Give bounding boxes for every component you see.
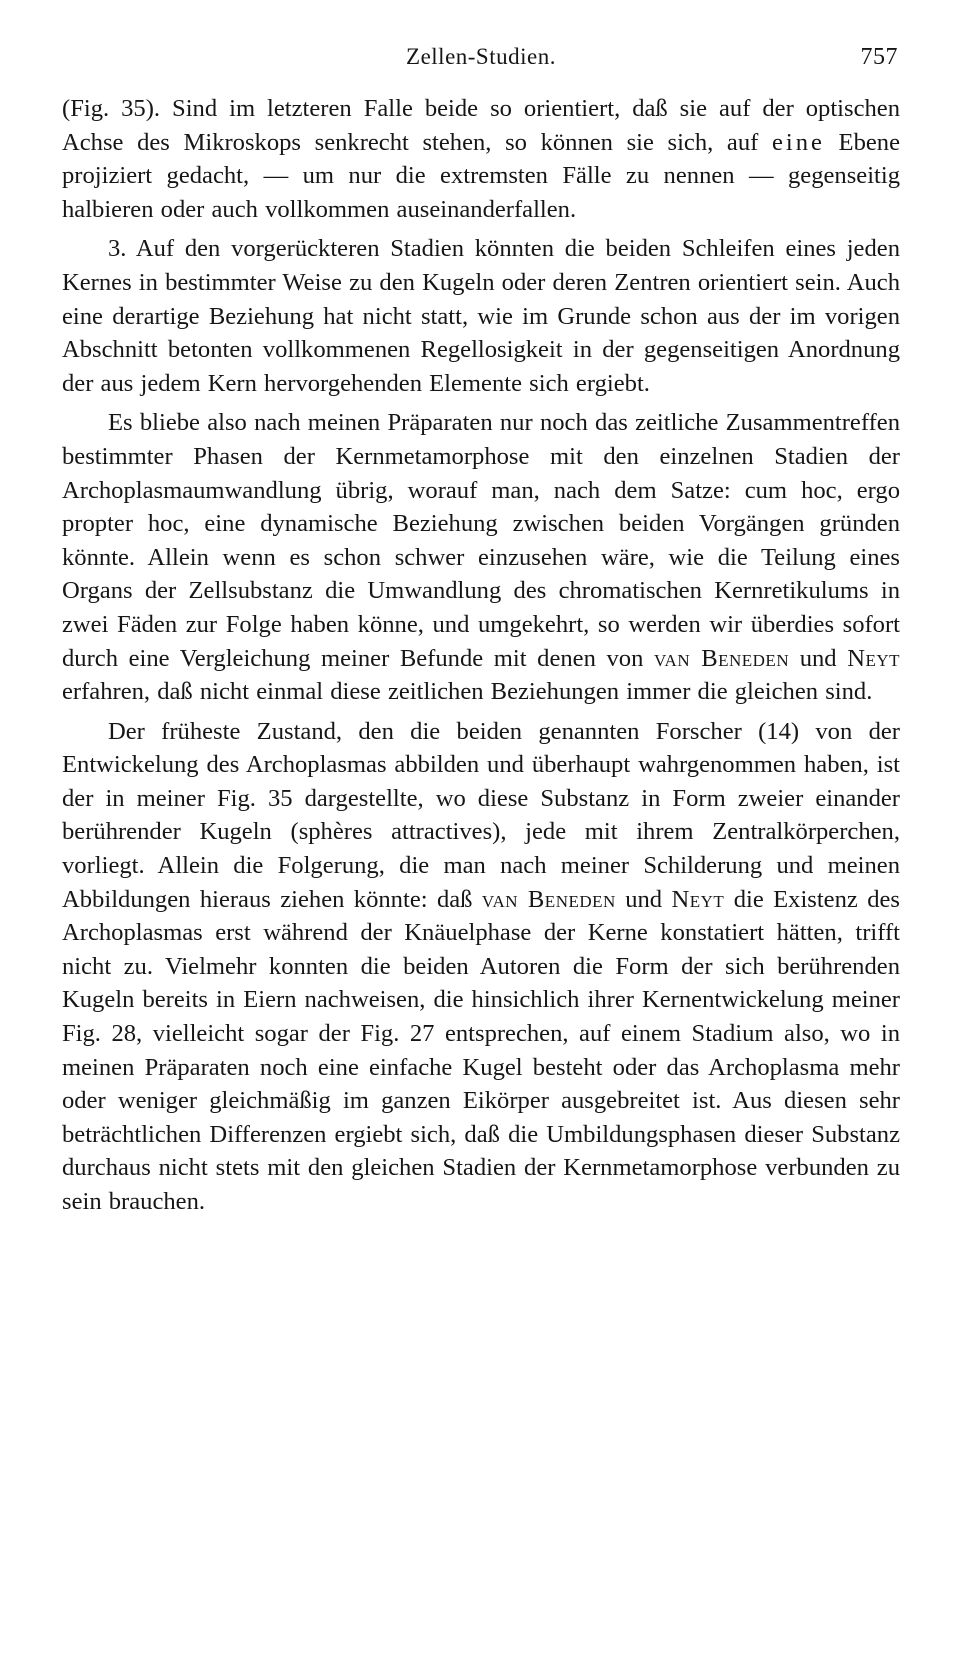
text-run: die Existenz des Archoplasmas erst während der Knäuelphase der Kerne konstatiert hätten, trifft nicht zu. Vielmehr konnten die beiden Autoren die Form der sich berührenden Kugeln bereits in Eiern nachweisen, die hinsichlich ihrer Kernentwickelung meiner Fig. 28, vielleicht sogar der Fig. 27 entsprechen, auf einem Stadium also, wo in meinen Präparaten noch eine einfache Kugel besteht oder das Archoplasma mehr oder weniger gleichmäßig im ganzen Eikörper ausgebreitet ist. Aus diesen sehr beträchtlichen Differenzen ergiebt sich, daß die Umbildungsphasen dieser Substanz durchaus nicht stets mit den gleichen Stadien der Kernmetamorphose verbunden zu sein brauchen. — [62, 885, 900, 1215]
paragraph — [62, 406, 900, 708]
paragraph — [62, 232, 900, 400]
paragraph — [62, 715, 900, 1219]
text-run: und — [615, 885, 672, 913]
emphasized-word: eine — [771, 128, 825, 156]
author-name: van Beneden — [653, 644, 790, 672]
text-run: Es bliebe also nach meinen Präparaten nur noch das zeitliche Zusammentreffen bestimmter Phasen der Kernmetamorphose mit den einzelnen Stadien der Archoplasmaumwandlung übrig, worauf man, nach dem Satze: cum hoc, ergo propter hoc, eine dynamische Beziehung zwischen beiden Vorgängen gründen könnte. Allein wenn es schon schwer einzusehen wäre, wie die Teilung eines Organs der Zellsubstanz die Umwandlung des chromatischen Kernretikulums in zwei Fäden zur Folge haben könne, und umgekehrt, so werden wir überdies sofort durch eine Vergleichung meiner Befunde mit denen von — [62, 409, 900, 672]
book-page — [62, 44, 900, 1225]
body-text — [62, 92, 900, 1219]
text-run: Der früheste Zustand, den die beiden genannten Forscher (14) von der Entwickelung des Archoplasmas abbilden und überhaupt wahrgenommen haben, ist der in meiner Fig. 35 dargestellte, wo diese Substanz in Form zweier einander berührender Kugeln (sphères attractives), jede mit ihrem Zentralkörperchen, vorliegt. Allein die Folgerung, die man nach meiner Schilderung und meinen Abbildungen hieraus ziehen könnte: daß — [62, 717, 900, 913]
author-name: Neyt — [847, 644, 900, 672]
running-title: Zellen-Studien. — [406, 44, 556, 69]
author-name: van Beneden — [481, 885, 616, 913]
running-head — [62, 44, 900, 84]
text-run: 3. Auf den vorgerückteren Stadien könnten die beiden Schleifen eines jeden Kernes in bestimmter Weise zu den Kugeln oder deren Zentren orientiert sein. Auch eine derartige Beziehung hat nicht statt, wie im Grunde schon aus der im vorigen Abschnitt betonten vollkommenen Regellosigkeit in der gegenseitigen Anordnung der aus jedem Kern hervorgehenden Elemente sich ergiebt. — [62, 235, 900, 397]
paragraph — [62, 92, 900, 226]
text-run: (Fig. 35). Sind im letzteren Falle beide so orientiert, daß sie auf der optischen Achse des Mikroskops senkrecht stehen, so können sie sich, auf — [62, 95, 900, 156]
text-run: erfahren, daß nicht einmal diese zeitlichen Beziehungen immer die gleichen sind. — [62, 678, 873, 706]
text-run: Ebene projiziert gedacht, — um nur die extremsten Fälle zu nennen — gegenseitig halbieren oder auch vollkommen auseinanderfallen. — [62, 128, 900, 223]
author-name: Neyt — [671, 885, 725, 913]
page-number: 757 — [860, 44, 898, 70]
text-run: und — [789, 644, 848, 672]
